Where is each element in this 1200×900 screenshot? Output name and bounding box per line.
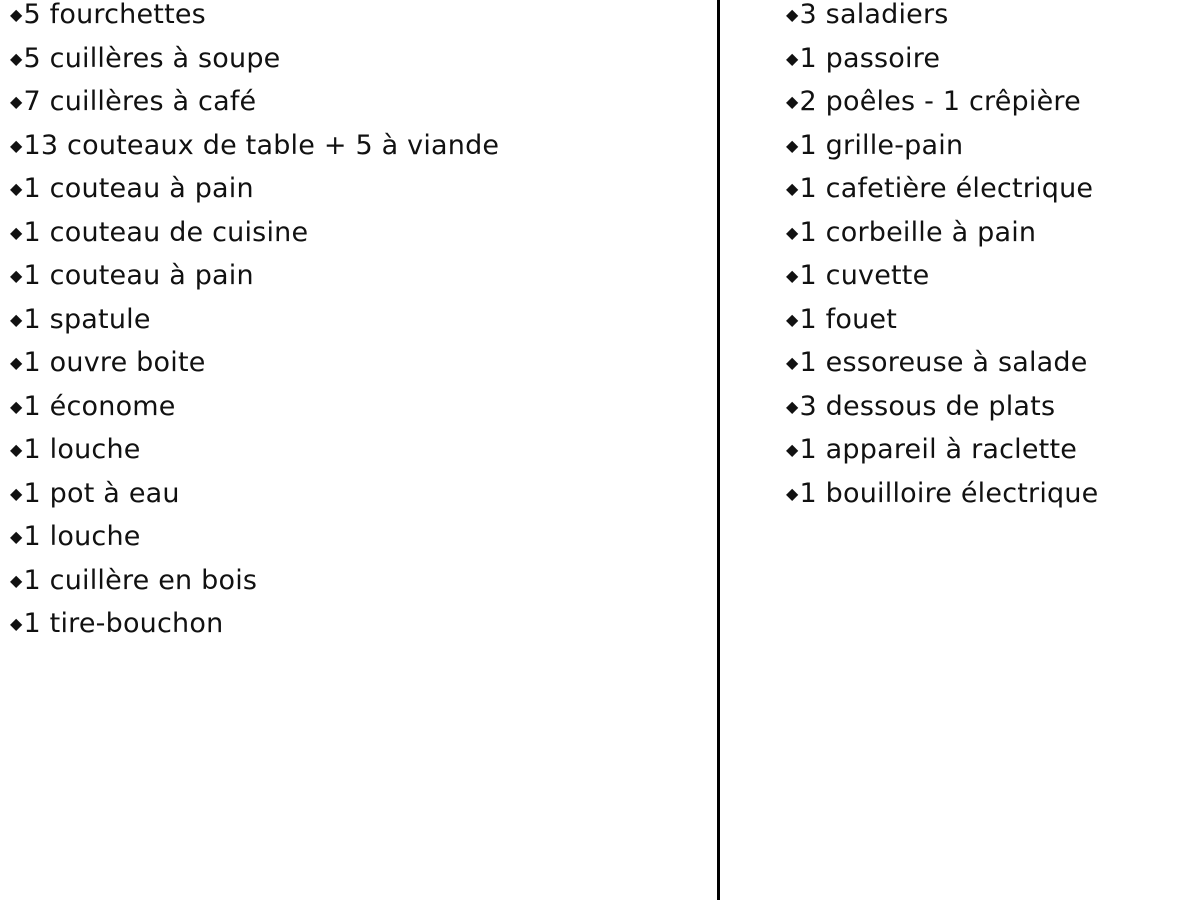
- list-item: [10, 298, 700, 342]
- list-item: [786, 428, 1196, 472]
- diamond-bullet-icon: ◆: [786, 483, 799, 503]
- list-item-label: 2 poêles - 1 crêpière: [799, 86, 1081, 117]
- list-item: [10, 37, 700, 81]
- list-item-label: 1 passoire: [799, 42, 941, 74]
- list-item: [10, 602, 700, 646]
- diamond-bullet-icon: ◆: [786, 266, 799, 285]
- diamond-bullet-icon: ◆: [786, 222, 799, 242]
- list-item-label: 7 cuillères à café: [23, 86, 257, 117]
- list-item-label: 13 couteaux de table + 5 à viande: [23, 129, 500, 161]
- list-item-label: 1 couteau à pain: [23, 173, 254, 204]
- diamond-bullet-icon: ◆: [10, 570, 23, 590]
- diamond-bullet-icon: ◆: [10, 48, 23, 68]
- list-item-label: 1 appareil à raclette: [799, 434, 1078, 465]
- list-item: [786, 254, 1196, 298]
- diamond-bullet-icon: ◆: [786, 5, 799, 24]
- list-item: [10, 167, 700, 211]
- left-column-list: [10, 0, 700, 646]
- list-item-label: 1 louche: [23, 521, 141, 552]
- list-item: [10, 211, 700, 255]
- diamond-bullet-icon: ◆: [10, 266, 23, 285]
- list-item-label: 1 louche: [23, 434, 141, 465]
- diamond-bullet-icon: ◆: [786, 179, 799, 198]
- diamond-bullet-icon: ◆: [10, 179, 23, 198]
- list-item: [786, 37, 1196, 81]
- list-item: [10, 0, 700, 37]
- list-item-label: 1 économe: [23, 390, 176, 422]
- list-item-label: 1 cafetière électrique: [799, 173, 1094, 204]
- diamond-bullet-icon: ◆: [10, 614, 23, 633]
- list-item-label: 1 fouet: [799, 303, 898, 335]
- diamond-bullet-icon: ◆: [10, 309, 23, 329]
- list-item: [10, 515, 700, 559]
- list-item: [10, 341, 700, 385]
- diamond-bullet-icon: ◆: [10, 483, 23, 503]
- diamond-bullet-icon: ◆: [786, 135, 799, 155]
- list-item-label: 3 dessous de plats: [799, 390, 1056, 422]
- list-item: [10, 80, 700, 124]
- list-item-label: 1 corbeille à pain: [799, 216, 1037, 248]
- diamond-bullet-icon: ◆: [786, 48, 799, 68]
- list-item: [786, 80, 1196, 124]
- diamond-bullet-icon: ◆: [10, 527, 23, 546]
- list-item: [10, 254, 700, 298]
- list-item-label: 5 fourchettes: [23, 0, 206, 30]
- list-item: [10, 124, 700, 168]
- list-item: [10, 559, 700, 603]
- list-item-label: 1 ouvre boite: [23, 347, 206, 378]
- diamond-bullet-icon: ◆: [786, 353, 799, 372]
- list-item-label: 1 tire-bouchon: [23, 608, 224, 639]
- list-item: [786, 298, 1196, 342]
- column-divider: [717, 0, 720, 900]
- diamond-bullet-icon: ◆: [10, 440, 23, 459]
- diamond-bullet-icon: ◆: [10, 135, 23, 155]
- diamond-bullet-icon: ◆: [786, 309, 799, 329]
- list-item: [786, 167, 1196, 211]
- diamond-bullet-icon: ◆: [10, 396, 23, 416]
- list-item-label: 1 couteau de cuisine: [23, 216, 309, 248]
- list-item: [786, 385, 1196, 429]
- list-item: [786, 124, 1196, 168]
- list-item-label: 1 bouilloire électrique: [799, 477, 1099, 509]
- list-item: [786, 472, 1196, 516]
- list-item: [786, 341, 1196, 385]
- list-item-label: 1 cuvette: [799, 260, 930, 291]
- diamond-bullet-icon: ◆: [786, 396, 799, 416]
- diamond-bullet-icon: ◆: [10, 353, 23, 372]
- right-column-list: [786, 0, 1196, 515]
- list-item-label: 1 grille-pain: [799, 129, 964, 161]
- diamond-bullet-icon: ◆: [786, 92, 799, 111]
- list-item-label: 1 essoreuse à salade: [799, 347, 1088, 378]
- list-item-label: 1 pot à eau: [23, 477, 180, 509]
- list-item: [786, 211, 1196, 255]
- diamond-bullet-icon: ◆: [10, 92, 23, 111]
- list-item-label: 5 cuillères à soupe: [23, 42, 281, 74]
- list-item: [786, 0, 1196, 37]
- list-item: [10, 385, 700, 429]
- list-item: [10, 428, 700, 472]
- list-item-label: 3 saladiers: [799, 0, 949, 30]
- diamond-bullet-icon: ◆: [10, 5, 23, 24]
- diamond-bullet-icon: ◆: [10, 222, 23, 242]
- list-item-label: 1 cuillère en bois: [23, 564, 258, 596]
- list-item: [10, 472, 700, 516]
- diamond-bullet-icon: ◆: [786, 440, 799, 459]
- list-item-label: 1 spatule: [23, 303, 151, 335]
- list-item-label: 1 couteau à pain: [23, 260, 254, 291]
